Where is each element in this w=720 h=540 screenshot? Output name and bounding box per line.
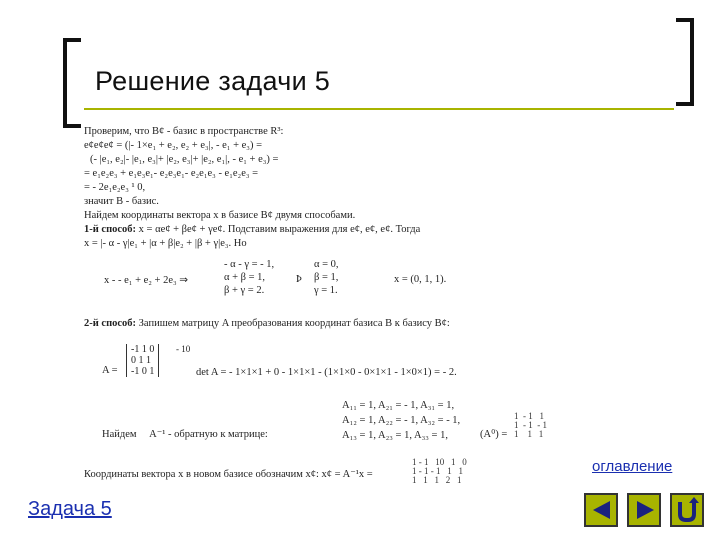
matrix-a-label: A =	[102, 365, 118, 376]
result-matrix-product: 1 - 1 10 1 0 1 - 1 - 1 1 1 1 1 1 2 1	[412, 457, 467, 485]
left-bracket-decoration	[63, 38, 81, 128]
cofactors-row-3: A₁₃ = 1, A₂₃ = 1, A₃₃ = 1,	[342, 430, 448, 441]
slide-title: Решение задачи 5	[95, 66, 331, 96]
vector-given-line: x - - e₁ + e₂ + 2e₃ ⇒	[104, 275, 189, 286]
find-inverse-line	[102, 428, 268, 440]
title-underline	[84, 108, 674, 110]
system-eq-3: β + γ = 2.	[224, 285, 265, 296]
matrix-a-row-2: 0 1 1	[131, 355, 151, 366]
matrix-column-note: - 10	[176, 344, 191, 354]
implies-symbol: Þ	[296, 274, 302, 285]
right-bracket-decoration	[676, 18, 694, 106]
coordinates-result: x = (0, 1, 1).	[394, 274, 447, 285]
solution-system	[314, 258, 339, 297]
task-5-link[interactable]: Задача 5	[28, 498, 112, 520]
method1-label: 1-й способ:	[84, 224, 137, 235]
matrix-a-row-3: -1 0 1	[131, 366, 155, 377]
method2-line	[84, 318, 450, 329]
expansion-line-2: = e₁e₂e₃ + e₁e₃e₁- e₂e₃e₁- e₂e₁e₃ - e₁e₂e₃ =	[84, 168, 259, 179]
expansion-line: (- |e₁, e₂|- |e₁, e₃|+ |e₂, e₃|+ |e₂, e₁|, - e₁ + e₃) =	[90, 154, 279, 165]
find-label: Найдем	[102, 429, 137, 440]
solution-gamma: γ = 1.	[314, 285, 338, 296]
conclusion-line: значит B - базис.	[84, 196, 159, 207]
next-slide-button[interactable]	[627, 493, 661, 527]
new-coordinates-line: Координаты вектора x в новом базисе обозначим x¢: x¢ = A⁻¹x =	[84, 469, 373, 480]
task-statement-line: Найдем координаты вектора x в базисе B¢ двумя способами.	[84, 210, 356, 221]
determinant-line: det A = - 1×1×1 + 0 - 1×1×1 - (1×1×0 - 0×1×1 - 1×0×1) = - 2.	[196, 367, 457, 378]
triangle-right-icon	[637, 501, 654, 519]
mixed-product-line: e¢e¢e¢ = (|- 1×e₁ + e₂, e₂ + e₃|, - e₁ + e₃) =	[84, 140, 263, 151]
matrix-a-row-1: -1 1 0	[131, 344, 155, 355]
cofactors-row-2: A₁₂ = 1, A₂₂ = - 1, A₃₂ = - 1,	[342, 415, 461, 426]
system-eq-1: - α - γ = - 1,	[224, 259, 275, 270]
solution-content	[84, 122, 644, 494]
result-line: = - 2e₁e₂e₃ ¹ 0,	[84, 182, 146, 193]
matrix-a	[126, 344, 159, 377]
solution-beta: β = 1,	[314, 272, 339, 283]
return-button[interactable]	[670, 493, 704, 527]
method1-line	[84, 224, 420, 235]
cofactors-row-1: A₁₁ = 1, A₂₁ = - 1, A₃₁ = 1,	[342, 400, 455, 411]
method2-text: Запишем матрицу A преобразования координат базиса B к базису B¢:	[138, 318, 450, 329]
table-of-contents-link[interactable]: оглавление	[592, 458, 673, 475]
inverse-text: A⁻¹ - обратную к матрице:	[149, 429, 268, 440]
basis-check-line: Проверим, что B¢ - базис в пространстве R³:	[84, 126, 284, 137]
method1-text: x = αe¢ + βe¢ + γe¢. Подставим выражения для e¢, e¢, e¢. Тогда	[138, 224, 421, 235]
transposed-matrix: 1 - 1 1 1 - 1 - 1 1 1 1	[514, 411, 547, 439]
cofactors-block	[342, 398, 460, 443]
method2-label: 2-й способ:	[84, 318, 137, 329]
previous-slide-button[interactable]	[584, 493, 618, 527]
vector-expansion-line: x = |- α - γ|e₁ + |α + β|e₂ + |β + γ|e₃. Но	[84, 238, 247, 249]
transpose-note: (A⁰) =	[480, 429, 508, 440]
solution-alpha: α = 0,	[314, 259, 339, 270]
triangle-left-icon	[593, 501, 610, 519]
equation-system	[224, 258, 274, 297]
system-eq-2: α + β = 1,	[224, 272, 266, 283]
return-arrow-icon	[672, 495, 702, 525]
